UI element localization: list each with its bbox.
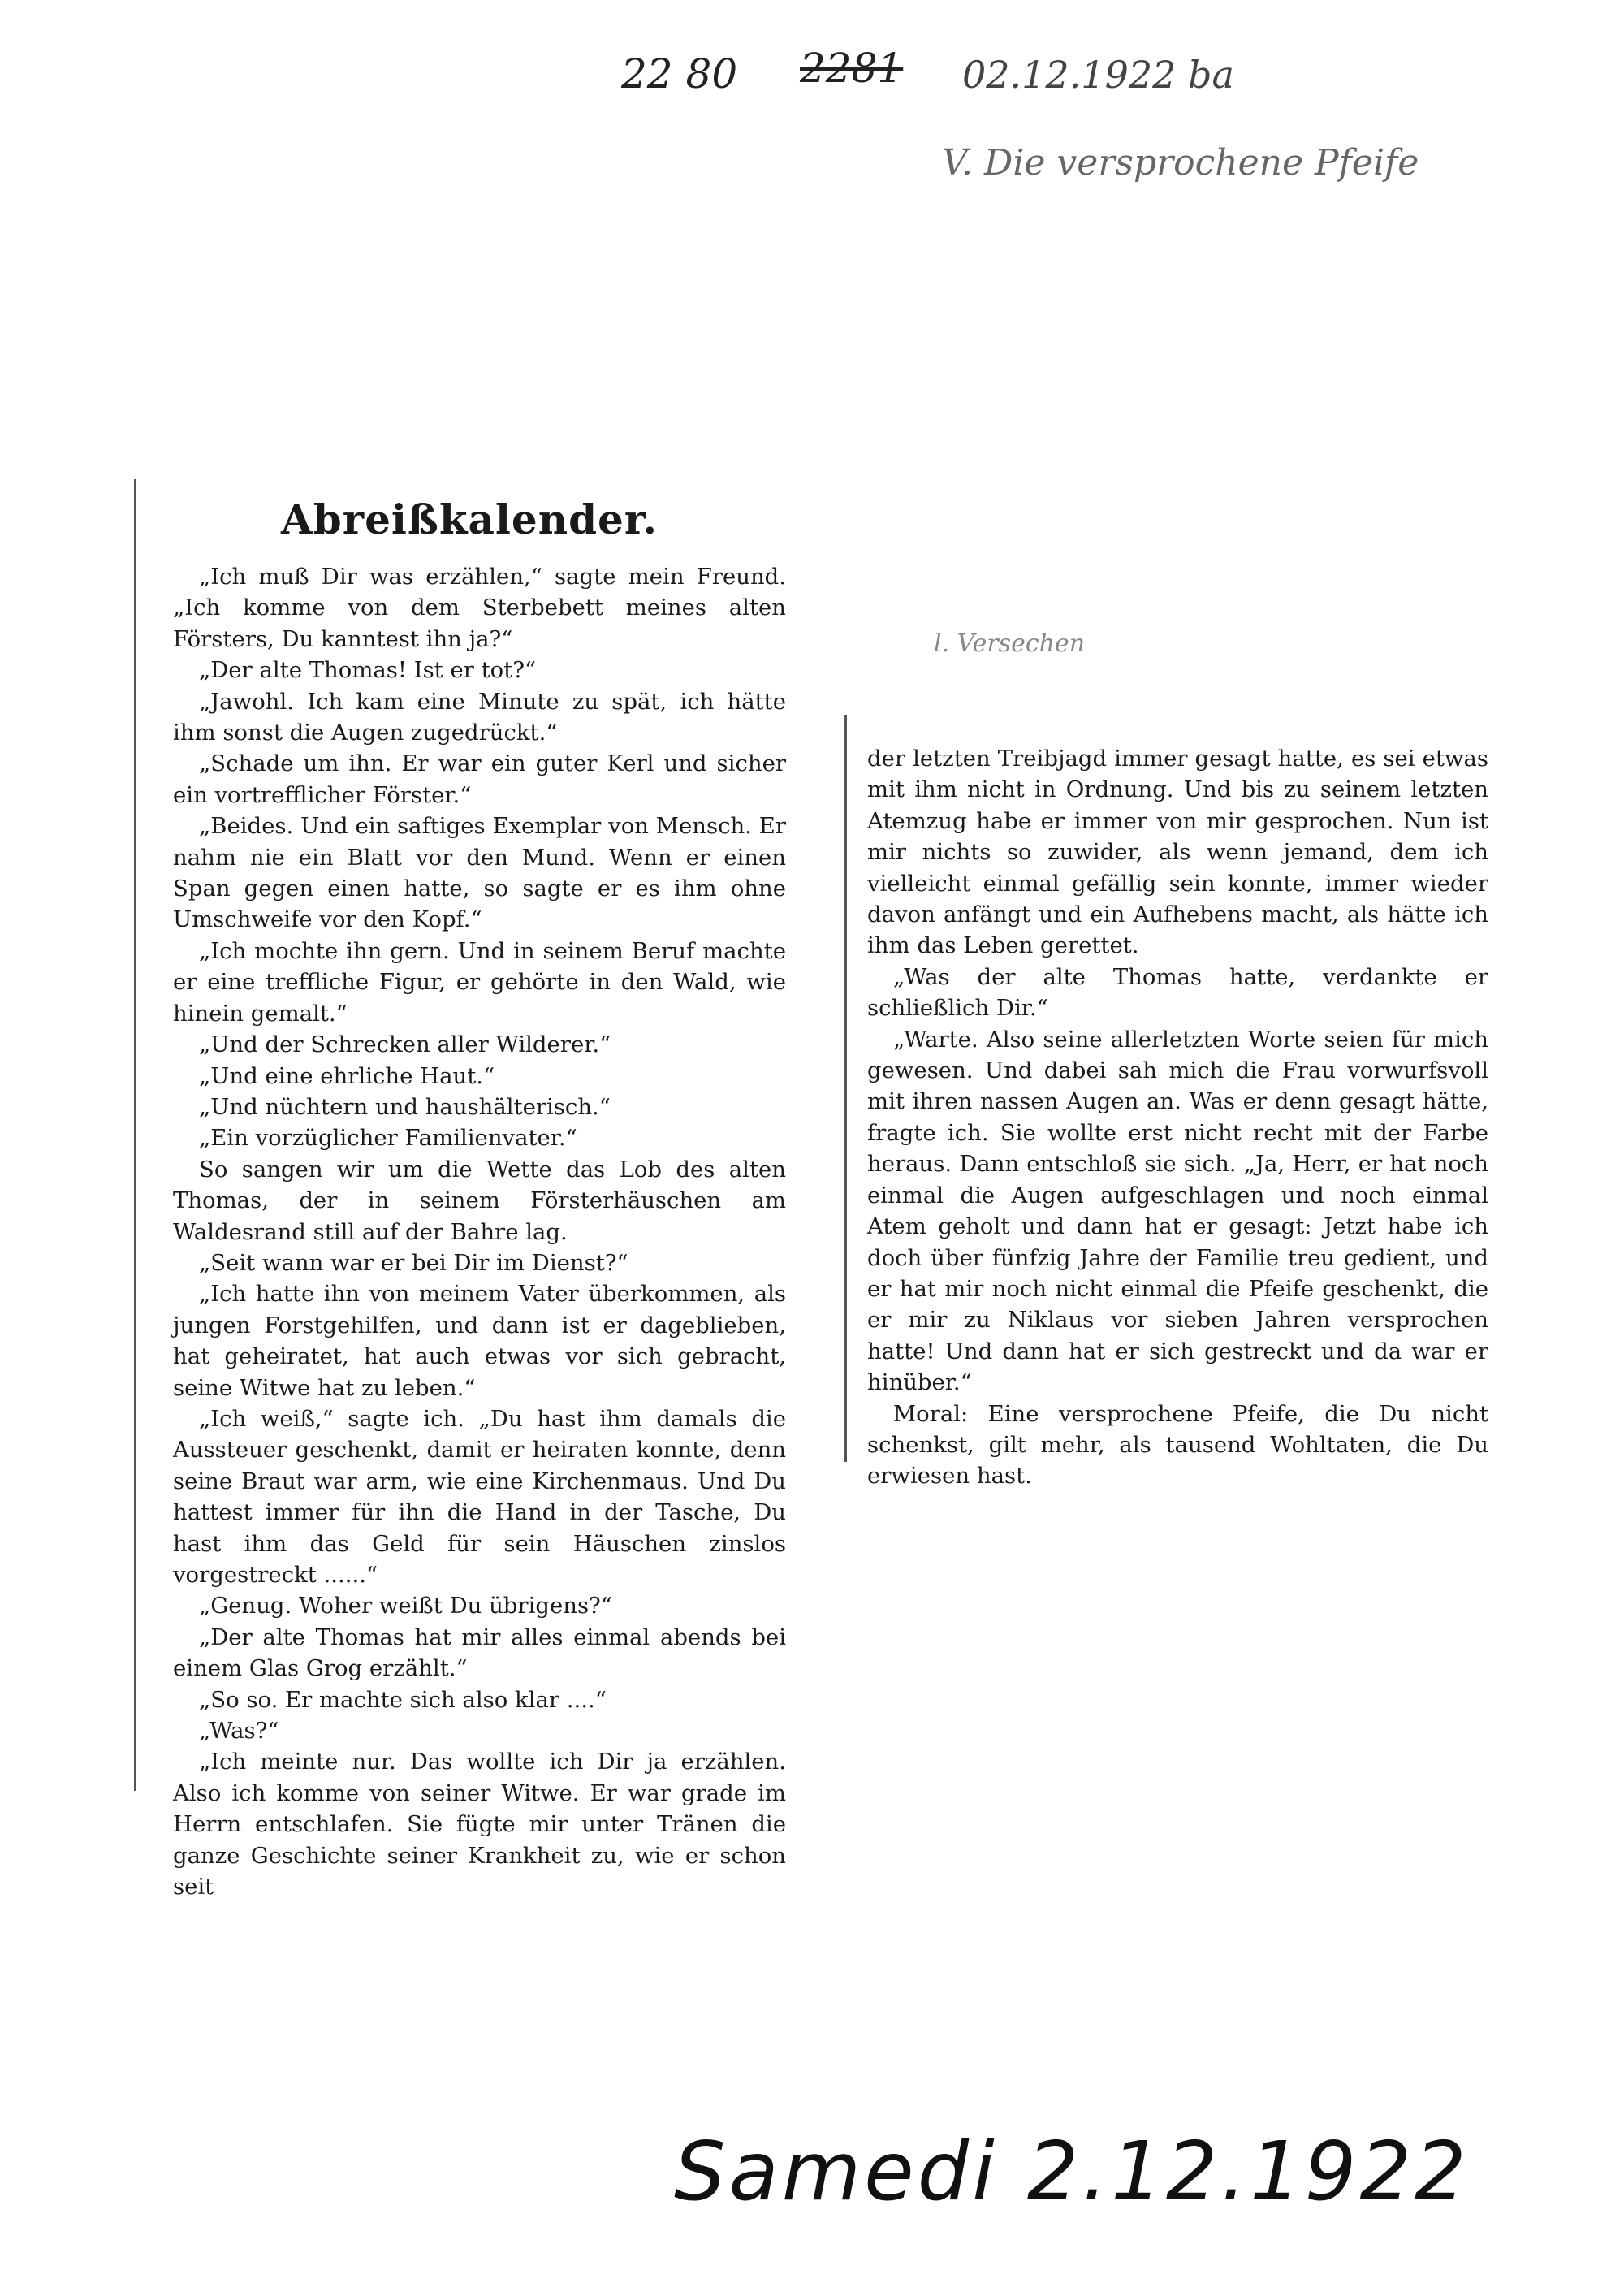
paragraph: „Ein vorzüglicher Familienvater.“ xyxy=(199,1125,577,1152)
paragraph: „Und der Schrecken aller Wilderer.“ xyxy=(199,1031,611,1058)
paragraph: „Seit wann war er bei Dir im Dienst?“ xyxy=(199,1249,628,1276)
paragraph: „Warte. Also seine allerletzten Worte seien für mich gewesen. Und dabei sah mich die Frau vorwurfsvoll mit ihren nassen Augen an. Was er denn gesagt hätte, fragte ich. Sie wollte erst nicht recht mit der Farbe heraus. Dann entschloß sie sich. „Ja, Herr, er hat noch einmal die Augen aufgeschlagen und noch einmal Atem geholt und dann hat er gesagt: Jetzt habe ich doch über fünfzig Jahre der Familie treu gedient, und er hat mir noch nicht einmal die Pfeife geschenkt, die er mir zu Niklaus vor sieben Jahren versprochen hatte! Und dann hat er sich gestreckt und da war er hinüber.“ xyxy=(867,1026,1488,1396)
handwritten-number-2-struck: 2281 xyxy=(800,45,904,92)
paragraph: „Ich hatte ihn von meinem Vater überkommen, als jungen Forstgehilfen, und dann ist er dageblieben, hat geheiratet, hat auch etwas vor sich gebracht, seine Witwe hat zu leben.“ xyxy=(173,1281,786,1401)
left-column-text xyxy=(136,561,802,1902)
paragraph: „Und nüchtern und haushälterisch.“ xyxy=(199,1093,611,1120)
paragraph: „Was?“ xyxy=(199,1718,279,1745)
paragraph: So sangen wir um die Wette das Lob des alten Thomas, der in seinem Försterhäuschen am Waldesrand still auf der Bahre lag. xyxy=(173,1156,786,1245)
paragraph: „Ich meinte nur. Das wollte ich Dir ja erzählen. Also ich komme von seiner Witwe. Er war grade im Herrn entschlafen. Sie fügte mir unter Tränen die ganze Geschichte seiner Krankheit zu, wie er schon seit xyxy=(173,1749,786,1900)
right-column-text xyxy=(847,715,1505,1492)
paragraph: der letzten Treibjagd immer gesagt hatte, es sei etwas mit ihm nicht in Ordnung. Und bis zu seinem letzten Atemzug habe er immer von mir gesprochen. Nun ist mir nichts so zuwider, als wenn jemand, dem ich vielleicht einmal gefällig sein konnte, immer wieder davon anfängt und ein Aufhebens macht, als hätte ich ihm das Leben gerettet. xyxy=(867,746,1488,959)
paragraph: „So so. Er machte sich also klar ....“ xyxy=(199,1686,607,1713)
paragraph: „Beides. Und ein saftiges Exemplar von Mensch. Er nahm nie ein Blatt vor den Mund. Wenn er einen Span gegen einen hatte, so sagte er es ihm ohne Umschweife vor den Kopf.“ xyxy=(173,813,786,933)
newspaper-clipping-left-column xyxy=(134,479,802,1900)
handwritten-title-note: V. Die versprochene Pfeife xyxy=(942,142,1419,184)
handwritten-date: 02.12.1922 ba xyxy=(962,53,1234,97)
article-title: Abreißkalender. xyxy=(280,495,659,543)
paragraph: Moral: Eine versprochene Pfeife, die Du nicht schenkst, gilt mehr, als tausend Wohltaten, die Du erwiesen hast. xyxy=(867,1400,1488,1490)
paragraph: „Schade um ihn. Er war ein guter Kerl und sicher ein vortrefflicher Förster.“ xyxy=(173,750,786,808)
paragraph: „Was der alte Thomas hatte, verdankte er schließlich Dir.“ xyxy=(867,963,1488,1022)
paragraph: „Ich mochte ihn gern. Und in seinem Beruf machte er eine treffliche Figur, er gehörte in den Wald, wie hinein gemalt.“ xyxy=(173,937,786,1027)
handwritten-number-1: 22 80 xyxy=(621,50,738,97)
handwritten-side-note: l. Versechen xyxy=(934,629,1086,658)
paragraph: „Der alte Thomas hat mir alles einmal abends bei einem Glas Grog erzählt.“ xyxy=(173,1624,786,1682)
paragraph: „Und eine ehrliche Haut.“ xyxy=(199,1062,495,1089)
newspaper-clipping-right-column xyxy=(844,715,1505,1490)
paragraph: „Jawohl. Ich kam eine Minute zu spät, ich hätte ihm sonst die Augen zugedrückt.“ xyxy=(173,688,786,746)
paragraph: „Ich muß Dir was erzählen,“ sagte mein Freund. „Ich komme von dem Sterbebett meines alten Försters, Du kanntest ihn ja?“ xyxy=(173,564,786,652)
paragraph: „Ich weiß,“ sagte ich. „Du hast ihm damals die Aussteuer geschenkt, damit er heiraten konnte, denn seine Braut war arm, wie eine Kirchenmaus. Und Du hattest immer für ihn die Hand in der Tasche, Du hast ihm das Geld für sein Häuschen zinslos vorgestreckt ......“ xyxy=(173,1405,786,1588)
handwritten-bottom-date: Samedi 2.12.1922 xyxy=(674,2124,1470,2219)
paragraph: „Genug. Woher weißt Du übrigens?“ xyxy=(199,1593,612,1619)
paragraph: „Der alte Thomas! Ist er tot?“ xyxy=(199,657,537,684)
